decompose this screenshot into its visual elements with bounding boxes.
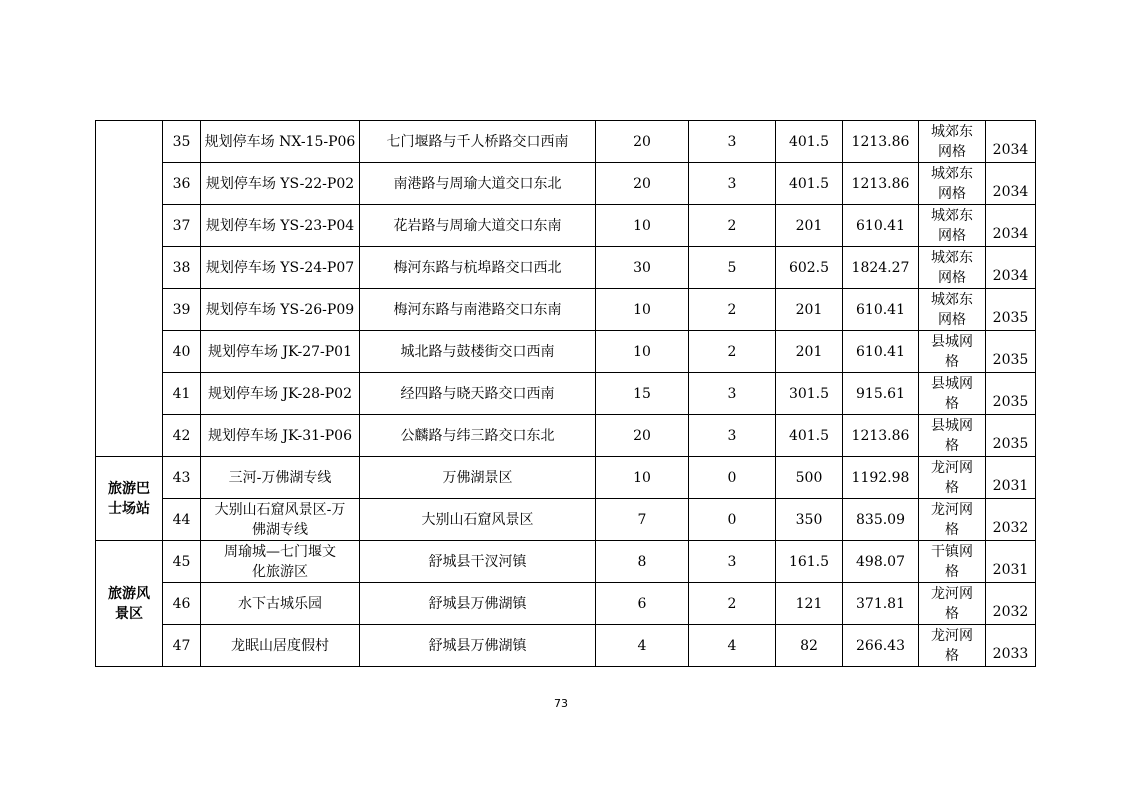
row-value-7: 1192.98 [843,457,919,499]
row-value-5: 3 [689,415,776,457]
row-year [986,163,1036,205]
row-value-6: 201 [776,205,843,247]
row-value-7: 1213.86 [843,121,919,163]
category-cell [96,121,163,457]
row-value-7: 498.07 [843,541,919,583]
table-row [96,373,1036,415]
row-value-7: 610.41 [843,331,919,373]
row-value-4: 10 [596,205,689,247]
row-name: 龙眠山居度假村 [201,625,360,667]
row-value-6: 401.5 [776,163,843,205]
row-grid-text: 县城网格 [931,333,973,370]
row-location: 舒城县干汊河镇 [360,541,596,583]
row-year [986,247,1036,289]
category-label: 旅游巴士场站 [108,480,150,517]
table-row [96,415,1036,457]
category-label: 旅游风景区 [108,585,150,622]
row-grid [919,625,986,667]
row-name [201,541,360,583]
row-value-5: 2 [689,331,776,373]
row-location: 经四路与晓天路交口西南 [360,373,596,415]
table-row [96,289,1036,331]
row-location: 梅河东路与杭埠路交口西北 [360,247,596,289]
category-cell [96,541,163,667]
row-value-4: 20 [596,163,689,205]
row-year-text: 2033 [992,646,1029,662]
row-grid-text: 县城网格 [931,375,973,412]
row-name: 水下古城乐园 [201,583,360,625]
row-name: 规划停车场 JK-28-P02 [201,373,360,415]
row-grid [919,541,986,583]
row-location: 南港路与周瑜大道交口东北 [360,163,596,205]
row-value-5: 2 [689,205,776,247]
row-value-5: 0 [689,457,776,499]
row-grid-text: 县城网格 [931,417,973,454]
row-name: 规划停车场 YS-24-P07 [201,247,360,289]
row-location: 舒城县万佛湖镇 [360,625,596,667]
row-grid [919,331,986,373]
row-value-5: 3 [689,541,776,583]
row-value-4: 10 [596,289,689,331]
row-value-4: 4 [596,625,689,667]
row-grid [919,205,986,247]
row-value-6: 201 [776,331,843,373]
row-name: 规划停车场 YS-26-P09 [201,289,360,331]
row-year-text: 2034 [992,184,1029,200]
row-number: 43 [163,457,201,499]
row-value-5: 4 [689,625,776,667]
row-name: 规划停车场 JK-31-P06 [201,415,360,457]
row-year [986,457,1036,499]
row-number: 44 [163,499,201,541]
row-grid-text: 干镇网格 [931,543,973,580]
row-grid-text: 龙河网格 [931,459,973,496]
row-location: 梅河东路与南港路交口东南 [360,289,596,331]
row-grid [919,163,986,205]
row-value-6: 350 [776,499,843,541]
row-year-text: 2034 [992,226,1029,242]
row-grid-text: 龙河网格 [931,585,973,622]
row-value-5: 2 [689,289,776,331]
row-grid-text: 城郊东网格 [931,207,973,244]
row-value-6: 82 [776,625,843,667]
row-number: 41 [163,373,201,415]
row-year [986,415,1036,457]
row-number: 45 [163,541,201,583]
row-value-4: 30 [596,247,689,289]
row-value-4: 10 [596,457,689,499]
row-name: 规划停车场 YS-22-P02 [201,163,360,205]
row-value-5: 5 [689,247,776,289]
table-row [96,499,1036,541]
row-grid [919,583,986,625]
row-location: 城北路与鼓楼街交口西南 [360,331,596,373]
row-value-6: 301.5 [776,373,843,415]
row-year-text: 2035 [992,352,1029,368]
page-number: 73 [554,697,568,710]
table-row [96,247,1036,289]
row-name: 规划停车场 YS-23-P04 [201,205,360,247]
row-year-text: 2035 [992,310,1029,326]
data-table [95,120,1036,667]
row-value-7: 610.41 [843,205,919,247]
row-name: 三河-万佛湖专线 [201,457,360,499]
row-grid [919,289,986,331]
row-location: 花岩路与周瑜大道交口东南 [360,205,596,247]
row-number: 37 [163,205,201,247]
table-row [96,331,1036,373]
row-value-6: 201 [776,289,843,331]
row-name-text: 大别山石窟风景区-万佛湖专线 [214,501,346,538]
row-value-4: 8 [596,541,689,583]
row-value-5: 3 [689,163,776,205]
row-value-4: 20 [596,121,689,163]
row-number: 42 [163,415,201,457]
row-year-text: 2032 [992,520,1029,536]
row-value-7: 610.41 [843,289,919,331]
row-grid [919,121,986,163]
row-number: 47 [163,625,201,667]
row-value-6: 401.5 [776,121,843,163]
row-grid-text: 龙河网格 [931,501,973,538]
row-value-6: 161.5 [776,541,843,583]
row-number: 46 [163,583,201,625]
row-year [986,541,1036,583]
row-value-7: 371.81 [843,583,919,625]
row-year [986,331,1036,373]
row-value-6: 602.5 [776,247,843,289]
row-name: 规划停车场 NX-15-P06 [201,121,360,163]
row-grid [919,415,986,457]
row-number: 38 [163,247,201,289]
row-year-text: 2034 [992,268,1029,284]
row-value-5: 2 [689,583,776,625]
row-value-5: 3 [689,373,776,415]
row-number: 35 [163,121,201,163]
row-value-7: 266.43 [843,625,919,667]
row-number: 39 [163,289,201,331]
row-grid [919,247,986,289]
row-name [201,499,360,541]
row-year-text: 2034 [992,142,1029,158]
table-row [96,205,1036,247]
row-year-text: 2035 [992,436,1029,452]
row-value-6: 500 [776,457,843,499]
row-grid [919,373,986,415]
table-row [96,583,1036,625]
row-grid [919,499,986,541]
row-year [986,373,1036,415]
table-row [96,163,1036,205]
row-location: 公麟路与纬三路交口东北 [360,415,596,457]
row-value-4: 6 [596,583,689,625]
row-value-7: 1213.86 [843,163,919,205]
row-name-text: 周瑜城—七门堰文化旅游区 [224,543,336,580]
category-cell [96,457,163,541]
row-value-7: 835.09 [843,499,919,541]
row-value-7: 915.61 [843,373,919,415]
row-number: 40 [163,331,201,373]
row-year [986,583,1036,625]
table-row [96,625,1036,667]
row-value-7: 1824.27 [843,247,919,289]
row-year [986,121,1036,163]
row-value-5: 0 [689,499,776,541]
row-location: 舒城县万佛湖镇 [360,583,596,625]
row-grid-text: 城郊东网格 [931,165,973,202]
row-number: 36 [163,163,201,205]
row-year-text: 2031 [992,562,1029,578]
row-grid-text: 城郊东网格 [931,291,973,328]
row-grid-text: 城郊东网格 [931,249,973,286]
row-location: 大别山石窟风景区 [360,499,596,541]
row-year-text: 2031 [992,478,1029,494]
table-row [96,541,1036,583]
row-grid [919,457,986,499]
row-year [986,205,1036,247]
row-grid-text: 城郊东网格 [931,123,973,160]
table-row [96,457,1036,499]
row-year-text: 2032 [992,604,1029,620]
row-value-5: 3 [689,121,776,163]
row-year [986,499,1036,541]
row-grid-text: 龙河网格 [931,627,973,664]
row-value-6: 121 [776,583,843,625]
row-year [986,289,1036,331]
row-name: 规划停车场 JK-27-P01 [201,331,360,373]
row-year [986,625,1036,667]
row-value-4: 20 [596,415,689,457]
row-location: 七门堰路与千人桥路交口西南 [360,121,596,163]
row-value-6: 401.5 [776,415,843,457]
row-value-4: 7 [596,499,689,541]
row-value-4: 10 [596,331,689,373]
row-location: 万佛湖景区 [360,457,596,499]
row-value-7: 1213.86 [843,415,919,457]
row-value-4: 15 [596,373,689,415]
table-row [96,121,1036,163]
row-year-text: 2035 [992,394,1029,410]
